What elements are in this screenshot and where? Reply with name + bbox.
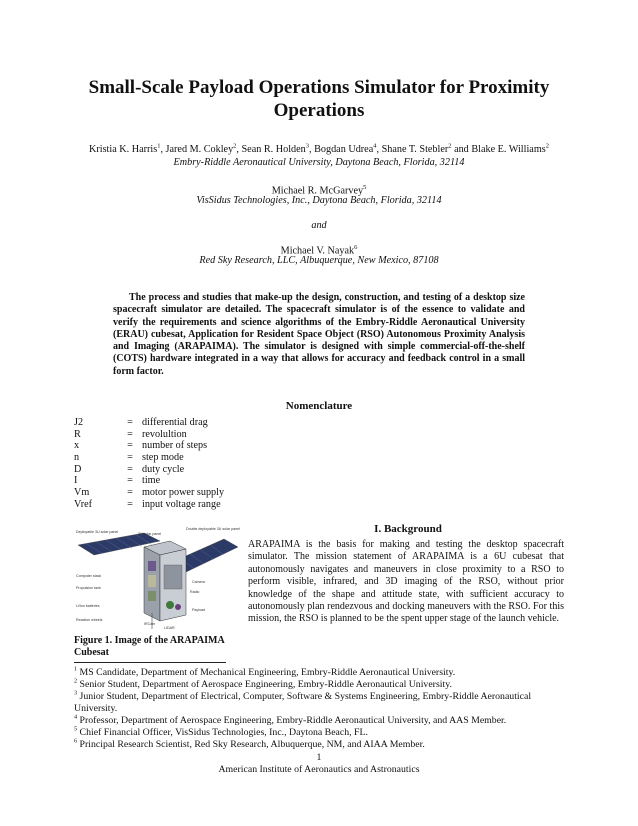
nomenclature-row: [74, 452, 224, 464]
label-deployable-left: Deployable 3U solar panel: [76, 530, 119, 534]
nomenclature-definition: step mode: [142, 452, 184, 464]
label-ir: IRCam: [144, 622, 156, 626]
author-name: Shane T. Stebler: [381, 144, 449, 155]
nomenclature-row: [74, 487, 224, 499]
label-payload: Payload: [192, 608, 205, 612]
page-number: 1: [316, 752, 322, 763]
label-batteries: Li/Ion batteries: [76, 604, 100, 608]
affiliation-vissidus: VisSidus Technologies, Inc., Daytona Beach, Florida, 32114: [196, 195, 442, 206]
affiliation-erau: Embry-Riddle Aeronautical University, Daytona Beach, Florida, 32114: [173, 157, 465, 168]
abstract: The process and studies that make-up the design, construction, and testing of a desktop size spacecraft simulator are detailed. The spacecraft simulator is of the essence to validate and verify the requirements and science algorithms of the Embry-Riddle Aeronautical University (ERAU) cubesat, Application for Resident Space Object (RSO) Autonomous Proximity Analysis and Imaging (ARAPAIMA). The simulator is designed with simple commercial-off-the-shelf (COTS) hardware integrated in a way that allows for accuracy and feedback control in a small form factor.: [113, 292, 525, 377]
author-sup: 5: [363, 184, 367, 191]
footnote-divider: [74, 662, 226, 663]
label-body-panel: 3U solar panel: [138, 532, 162, 536]
figure-caption: Figure 1. Image of the ARAPAIMA Cubesat: [74, 635, 225, 659]
computer-stack: [148, 561, 156, 571]
nomenclature-eq: =: [127, 440, 133, 452]
footnote-text: MS Candidate, Department of Mechanical Engineering, Embry-Riddle Aeronautical University.: [79, 667, 456, 678]
page-footer: American Institute of Aeronautics and Astronautics: [218, 764, 420, 775]
footnote-text: Junior Student, Department of Electrical, Computer, Software & Systems Engineering, Embry-Riddle Aeronautical University.: [74, 691, 532, 714]
footnote: [74, 715, 568, 727]
nomenclature-row: [74, 440, 224, 452]
cubesat-illustration: [74, 525, 240, 635]
nomenclature-eq: =: [127, 498, 133, 510]
and-separator: and: [311, 220, 327, 231]
nomenclature-symbol: R: [74, 428, 81, 440]
paper-title: Small-Scale Payload Operations Simulator for Proximity Operations: [88, 77, 550, 121]
nomenclature-row: [74, 464, 224, 476]
author-sup: 2: [448, 142, 452, 150]
label-deployable-right: Double deployable 3U solar panel: [186, 527, 240, 531]
nomenclature-symbol: x: [74, 440, 80, 452]
footnote-sup: 2: [74, 677, 78, 685]
footnote: [74, 739, 568, 751]
nomenclature-definition: motor power supply: [142, 487, 225, 499]
footnote-sup: 1: [74, 665, 78, 673]
internal-bay: [164, 565, 182, 589]
nomenclature-symbol: J2: [74, 417, 84, 428]
footnote: [74, 679, 568, 691]
cubesat-figure: [74, 525, 240, 635]
nomenclature-eq: =: [127, 475, 133, 487]
author-sup: 6: [354, 244, 358, 251]
section-heading-background: I. Background: [374, 523, 442, 535]
nomenclature-symbol: n: [74, 452, 80, 464]
footnote-sup: 5: [74, 725, 78, 733]
nomenclature-heading: Nomenclature: [285, 400, 353, 412]
label-radio: Radio: [190, 590, 200, 594]
nomenclature-row: [74, 475, 224, 487]
author-name: Sean R. Holden: [241, 144, 306, 155]
nomenclature-list: [74, 417, 224, 511]
nomenclature-definition: input voltage range: [142, 498, 221, 510]
nomenclature-symbol: Vref: [74, 498, 93, 510]
nomenclature-symbol: D: [74, 463, 82, 475]
nomenclature-eq: =: [127, 487, 133, 499]
nomenclature-row: [74, 499, 224, 511]
footnote-text: Principal Research Scientist, Red Sky Research, Albuquerque, NM, and AIAA Member.: [79, 739, 425, 750]
author-name: Kristia K. Harris: [89, 144, 158, 155]
nomenclature-definition: time: [142, 475, 161, 487]
nomenclature-row: [74, 429, 224, 441]
footnote-text: Professor, Department of Aerospace Engineering, Embry-Riddle Aeronautical University, and AAS Member.: [79, 715, 507, 726]
nomenclature-definition: revolultion: [142, 428, 187, 440]
author-sup: 2: [233, 142, 237, 150]
footnote-sup: 4: [74, 713, 78, 721]
author-sup: 1: [157, 142, 161, 150]
author-name: Bogdan Udrea: [314, 144, 374, 155]
label-propulsion: Propulsion tank: [76, 586, 101, 590]
footnote-text: Chief Financial Officer, VisSidus Technologies, Inc., Daytona Beach, FL.: [79, 727, 368, 738]
author-sup: 4: [373, 142, 377, 150]
footnotes: [74, 667, 568, 751]
footnote: [74, 727, 568, 739]
nomenclature-definition: number of steps: [142, 440, 208, 452]
nomenclature-eq: =: [127, 452, 133, 464]
footnote-text: Senior Student, Department of Aerospace Engineering, Embry-Riddle Aeronautical University.: [79, 679, 452, 690]
author-name: Michael V. Nayak: [280, 245, 355, 257]
author-name: Blake E. Williams: [471, 144, 546, 155]
author-sup: 3: [305, 142, 309, 150]
author-name: Michael R. McGarvey: [271, 185, 364, 197]
footnote-sup: 6: [74, 737, 78, 745]
author-list: Kristia K. Harris$^1$, Jared M. Cokley$^2$, Sean R. Holden$^3$, Bogdan Udrea$^4$, Shane T. Stebler$^2$ and Blake E. Williams$^2$: [89, 142, 549, 155]
author-name: Jared M. Cokley: [165, 144, 234, 155]
affiliation-redsky: Red Sky Research, LLC, Albuquerque, New Mexico, 87108: [199, 255, 439, 266]
nomenclature-eq: =: [127, 463, 133, 475]
nomenclature-definition: duty cycle: [142, 463, 185, 475]
nomenclature-symbol: I: [74, 475, 78, 487]
footnote-sup: 3: [74, 689, 78, 697]
background-paragraph: ARAPAIMA is the basis for making and testing the desktop spacecraft simulator. The mission statement of ARAPAIMA is a 6U cubesat that autonomously navigates and maneuvers in close proximity to a RSO to perform visible, infrared, and 3D imaging of the RSO, without prior knowledge of the shape and attitude state, with sufficient accuracy to autonomously plan rendezvous and docking maneuvers with the RSO. For this mission, the RSO is planned to be the spent upper stage of the launch vehicle.: [248, 539, 564, 625]
nomenclature-eq: =: [127, 417, 133, 428]
battery-pack: [148, 591, 156, 601]
nomenclature-symbol: Vm: [74, 487, 90, 499]
label-reaction: Reaction wheels: [76, 618, 103, 622]
nomenclature-definition: differential drag: [142, 417, 208, 428]
footnote: [74, 691, 568, 715]
author-sup: 2: [545, 142, 549, 150]
nomenclature-eq: =: [127, 428, 133, 440]
footnote: [74, 667, 568, 679]
label-lidar: LIDAR: [164, 626, 175, 630]
nomenclature-row: [74, 417, 224, 429]
propulsion-tank: [148, 575, 156, 587]
label-camera: Camera: [192, 580, 205, 584]
label-computer: Computer stack: [76, 574, 102, 578]
payload-sensor: [175, 604, 181, 610]
reaction-wheel: [166, 601, 174, 609]
